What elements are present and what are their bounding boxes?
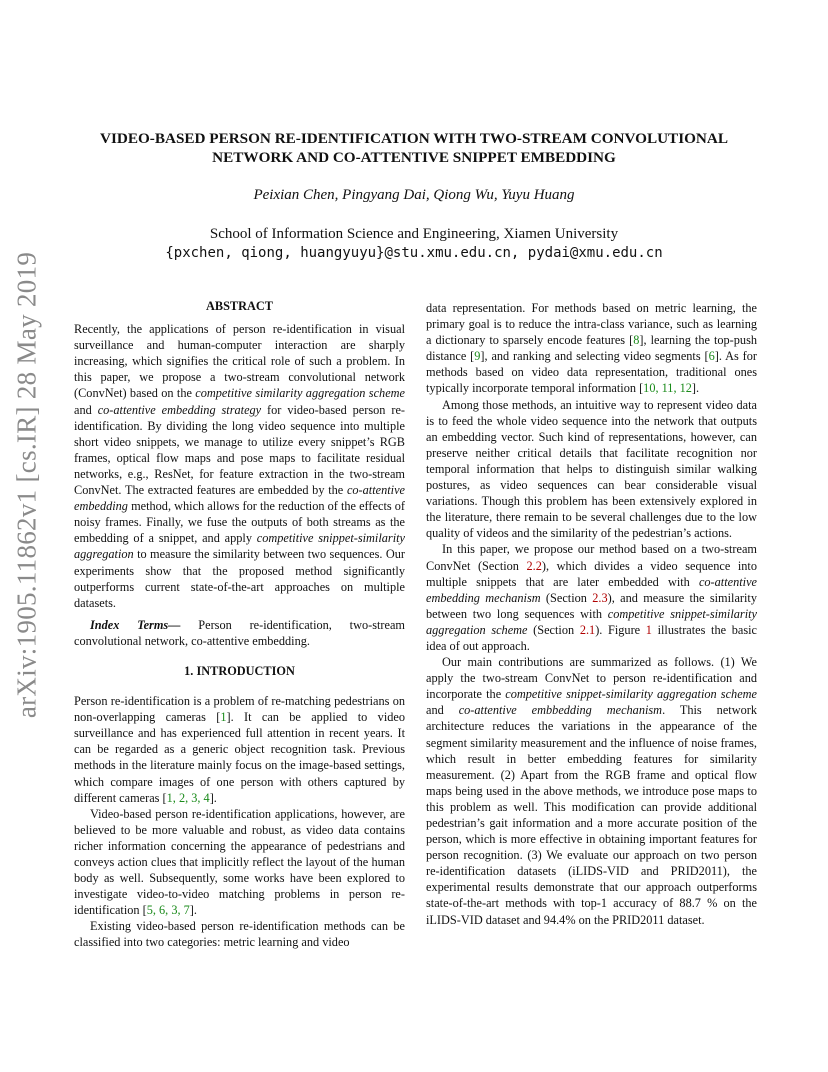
- abstract-emph: competitive similarity aggregation scheme: [195, 386, 405, 401]
- abstract-text: for video-based person re-identification. By dividing the long video sequence into multiple short video snippets, we manage to utilize every snippet’s RGB frames, optical flow maps and pose maps to facilitate residual networks, e.g., ResNet, for feature extraction in the two-stream ConvNet. The extracted features are embedded by the: [74, 402, 405, 498]
- abstract-emph: competitive snippet-similarity aggregation: [74, 531, 405, 562]
- intro-text: ].: [189, 903, 197, 918]
- intro-text: ]. It can be applied to video surveillance and has experienced full attention in recent years. It can be regarded as a generic object recognition task. Previous methods in the literature mainly focus on the image-based settings, which compare images of one person with others captured by different cameras [: [74, 710, 405, 805]
- intro-paragraph-4: [426, 300, 757, 397]
- left-column: [74, 298, 405, 951]
- intro-paragraph-6: [426, 541, 757, 654]
- intro-text: ). Figure: [595, 622, 646, 637]
- index-terms-label: Index Terms—: [90, 617, 181, 632]
- intro-text: illustrates the basic idea of out approach.: [426, 622, 758, 653]
- intro-paragraph-2: [74, 806, 405, 919]
- abstract-emph: co-attentive embedding: [74, 483, 405, 514]
- intro-text: Person re-identification is a problem of re-matching pedestrians on non-overlapping cameras [: [74, 694, 405, 725]
- citation-link[interactable]: 1: [220, 710, 227, 725]
- index-terms-text: Person re-identification, two-stream convolutional network, co-attentive embedding.: [74, 617, 405, 648]
- intro-emph: co-attentive embbedding mechanism: [458, 703, 663, 718]
- intro-text: data representation. For methods based on metric learning, the primary goal is to reduce the intra-class variance, such as learning a dictionary to sparsely encode features [: [426, 301, 757, 348]
- intro-text: ], learning the top-push distance [: [426, 333, 757, 364]
- intro-emph: co-attentive embedding mechanism: [426, 574, 757, 605]
- paper-title: [60, 129, 768, 167]
- abstract-text: to measure the similarity between two sequences. Our experiments show that the proposed method significantly outperforms current state-of-the-art approaches on multiple datasets.: [74, 547, 405, 610]
- citation-link[interactable]: 9: [474, 349, 481, 364]
- intro-text: ]. As for methods based on video data representation, traditional ones typically incorporate temporal information [: [426, 349, 757, 396]
- citation-link[interactable]: 8: [633, 333, 640, 348]
- intro-text: and: [426, 703, 459, 718]
- figure-link[interactable]: 1: [645, 622, 652, 637]
- section-link[interactable]: 2.2: [526, 558, 542, 573]
- citation-link[interactable]: 10, 11, 12: [643, 381, 692, 396]
- section-link[interactable]: 2.3: [592, 590, 608, 605]
- intro-text: ].: [209, 790, 217, 805]
- section-link[interactable]: 2.1: [579, 622, 596, 637]
- intro-paragraph-5: Among those methods, an intuitive way to represent video data is to feed the whole video sequence into the network that outputs an embedding vector. Such kind of representations, however, can preserve neither critical details that facilitate recognition nor temporal information that helps to distinguish similar walking postures, as video sequences can bear considerable visual variations. Though this problem has been extensively explored in the literature, there remain to be several challenges due to the low quality of videos and the similarity of the pedestrian’s actions.: [426, 397, 757, 541]
- introduction-heading: 1. INTRODUCTION: [184, 663, 295, 678]
- authors: Peixian Chen, Pingyang Dai, Qiong Wu, Yuyu Huang: [253, 187, 575, 203]
- intro-text: (Section: [527, 622, 580, 637]
- intro-text: (Section: [540, 590, 593, 605]
- abstract-text: and: [74, 402, 98, 417]
- intro-text: In this paper, we propose our method based on a two-stream ConvNet (Section: [426, 542, 757, 573]
- intro-text: Our main contributions are summarized as follows. (1) We apply the two-stream ConvNet to person re-identification and incorporate the: [426, 655, 757, 702]
- intro-text: Video-based person re-identification applications, however, are believed to be more valuable and robust, as video data contains richer information concerning the appearance of pedestrians and conveys action clues that implicitly reflect the layout of the human body as well. Subsequently, some works have been explored to investigate video-to-video matching problems in person re-identification [: [74, 806, 405, 918]
- citation-link[interactable]: 5, 6, 3, 7: [146, 903, 190, 918]
- intro-paragraph-7: [426, 654, 757, 928]
- abstract-emph: co-attentive embedding strategy: [97, 402, 262, 417]
- emails: {pxchen, qiong, huangyuyu}@stu.xmu.edu.cn, pydai@xmu.edu.cn: [165, 245, 663, 261]
- right-column: [426, 300, 757, 928]
- intro-emph: competitive snippet-similarity aggregation scheme: [505, 687, 757, 702]
- abstract-heading: ABSTRACT: [206, 299, 273, 313]
- title-line-1: VIDEO-BASED PERSON RE-IDENTIFICATION WITH TWO-STREAM CONVOLUTIONAL: [100, 130, 728, 147]
- index-terms: [74, 617, 405, 649]
- arxiv-id: arXiv:1905.11862v1 [cs.IR] 28 May 2019: [11, 251, 42, 719]
- title-line-2: NETWORK AND CO-ATTENTIVE SNIPPET EMBEDDING: [212, 149, 616, 166]
- intro-text: . This network architecture reduces the variations in the appearance of the segment similarity measurement and the influence of noise frames, which result in better embedding features for similarity measurement. (2) Apart from the RGB frame and optical flow maps being used in the above methods, we introduce pose maps to this problem as well. This modification can provide additional pedestrian’s gait information and a more accurate position of the person, which is more effective in obtaining important features for person recognition. (3) We evaluate our approach on two person re-identification datasets (iLIDS-VID and PRID2011), the experimental results demonstrate that our approach outperforms state-of-the-art methods with top-1 accuracy of 88.7 % on the iLIDS-VID dataset and 94.4% on the PRID2011 dataset.: [426, 703, 757, 927]
- intro-text: ), and measure the similarity between two long sequences with: [426, 590, 757, 621]
- intro-paragraph-3: Existing video-based person re-identification methods can be classified into two categories: metric learning and video: [74, 919, 405, 950]
- abstract-body: [74, 321, 405, 611]
- abstract-text: Recently, the applications of person re-identification in visual surveillance and human-computer interaction are sharply increasing, which signifies the critical role of such a problem. In this paper, we propose a two-stream convolutional network (ConvNet) based on the: [74, 322, 405, 401]
- affiliation: School of Information Science and Engineering, Xiamen University: [209, 226, 619, 242]
- intro-text: ].: [691, 381, 700, 396]
- intro-emph: competitive snippet-similarity aggregation scheme: [426, 606, 757, 637]
- intro-text: ), which divides a video sequence into multiple snippets that are later embedded with: [426, 558, 757, 589]
- intro-paragraph-1: [74, 693, 405, 806]
- arxiv-stamp: [4, 251, 50, 719]
- intro-text: ], and ranking and selecting video segments [: [480, 349, 709, 364]
- abstract-text: method, which allows for the reduction of the effects of noisy frames. Finally, we fuse the outputs of both streams as the embedding of a snippet, and apply: [74, 499, 405, 546]
- citation-link[interactable]: 6: [708, 349, 715, 364]
- citation-link[interactable]: 1, 2, 3, 4: [166, 790, 210, 805]
